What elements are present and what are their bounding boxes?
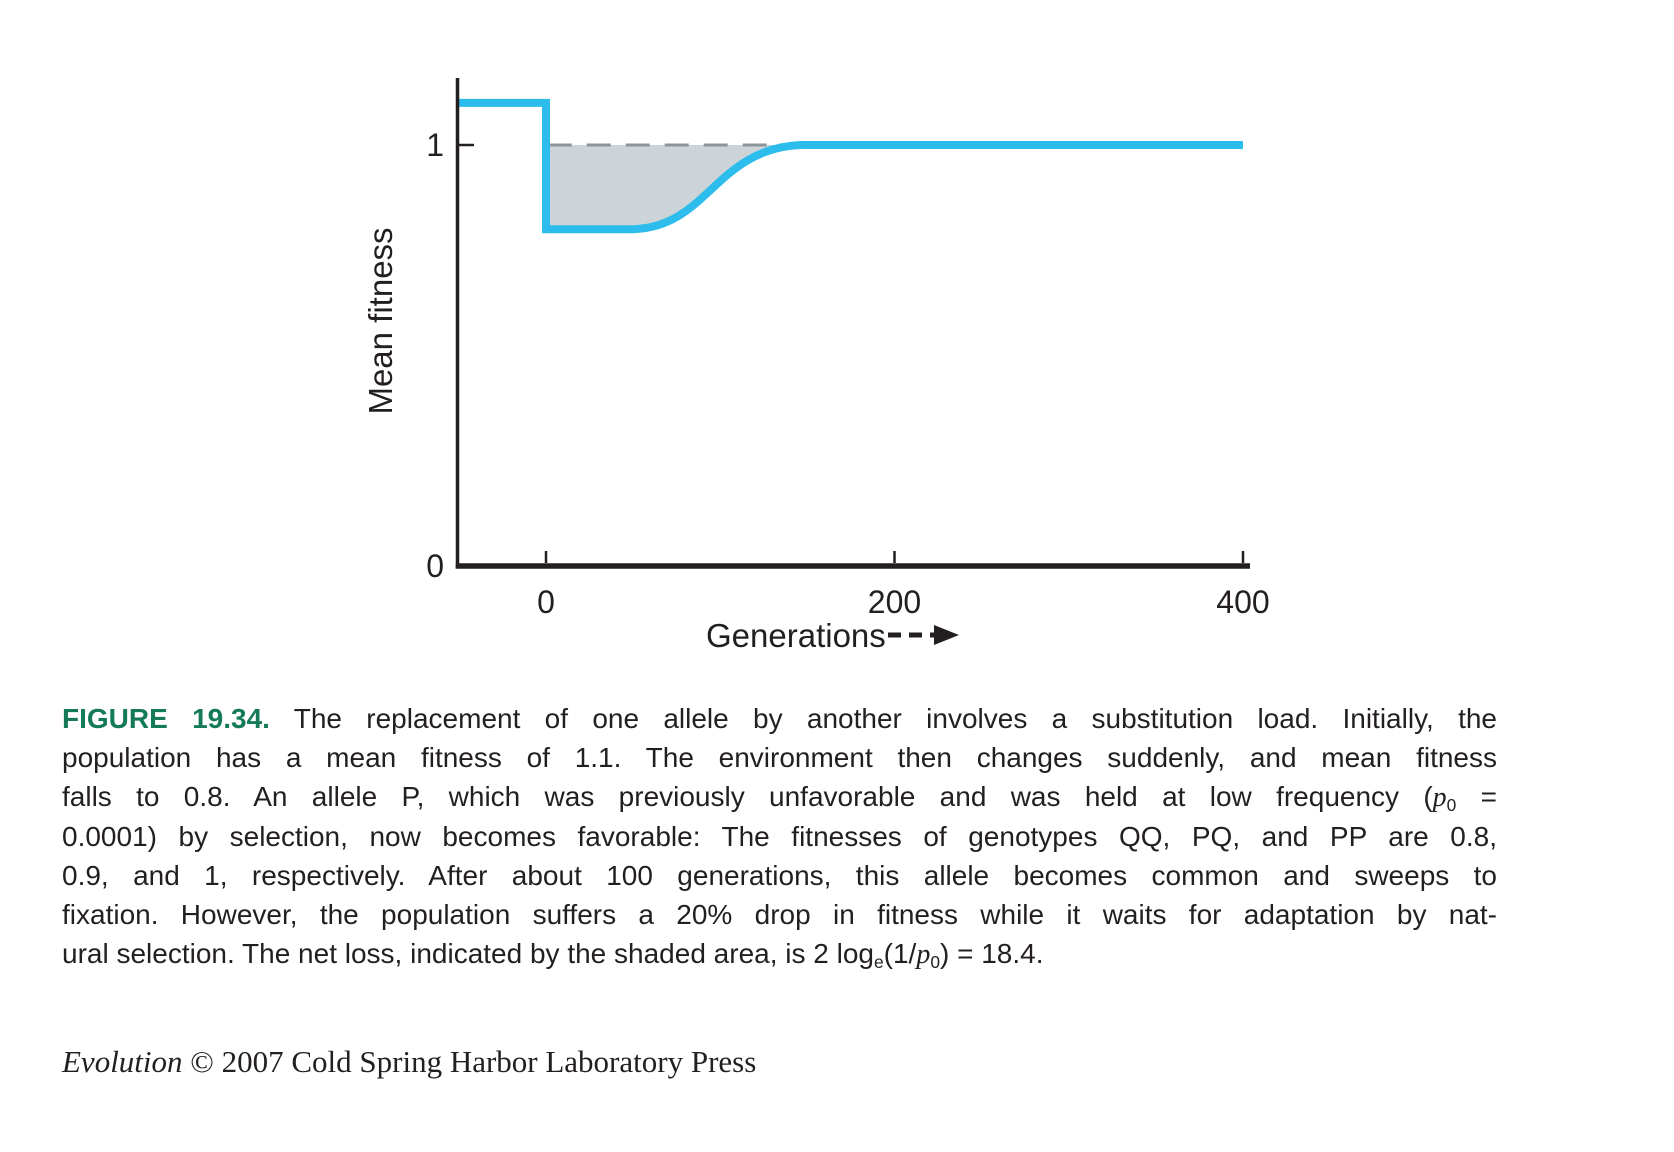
y-axis-title: Mean fitness: [362, 227, 399, 415]
x-axis-title: Generations: [706, 617, 886, 654]
figure-label: FIGURE 19.34.: [62, 703, 270, 734]
x-tick-label-400: 400: [1216, 584, 1270, 620]
dashed-arrow-right-icon: [888, 625, 959, 645]
book-title: Evolution: [62, 1044, 183, 1079]
caption-line-7: ural selection. The net loss, indicated by the shaded area, is 2 $\log_e(1/p_0) = 18.4$.: [62, 938, 1044, 972]
x-tick-label-0: 0: [537, 584, 555, 620]
figure-caption: [62, 699, 1497, 974]
caption-line-3: falls to 0.8. An allele P, which was previously unfavorable and was held at low frequency ($p_0$ =: [62, 781, 1497, 815]
caption-line-4: 0.0001) by selection, now becomes favorable: The fitnesses of genotypes QQ, PQ, and PP are 0.8,: [62, 821, 1497, 852]
caption-line-6: fixation. However, the population suffers a 20% drop in fitness while it waits for adaptation by nat-: [62, 899, 1497, 930]
x-tick-label-200: 200: [867, 584, 922, 620]
y-tick-label-0: 0: [426, 548, 444, 584]
mean-fitness-chart: [340, 50, 1280, 670]
caption-line-1: FIGURE 19.34. The replacement of one allele by another involves a substitution load. Initially, the: [62, 703, 1497, 734]
credit-line: [62, 1044, 756, 1080]
credit-text: © 2007 Cold Spring Harbor Laboratory Press: [182, 1044, 757, 1079]
caption-line-5: 0.9, and 1, respectively. After about 100 generations, this allele becomes common and sweeps to: [62, 860, 1497, 891]
caption-line-2: population has a mean fitness of 1.1. The environment then changes suddenly, and mean fitness: [62, 742, 1497, 773]
y-tick-label-1: 1: [426, 127, 444, 163]
